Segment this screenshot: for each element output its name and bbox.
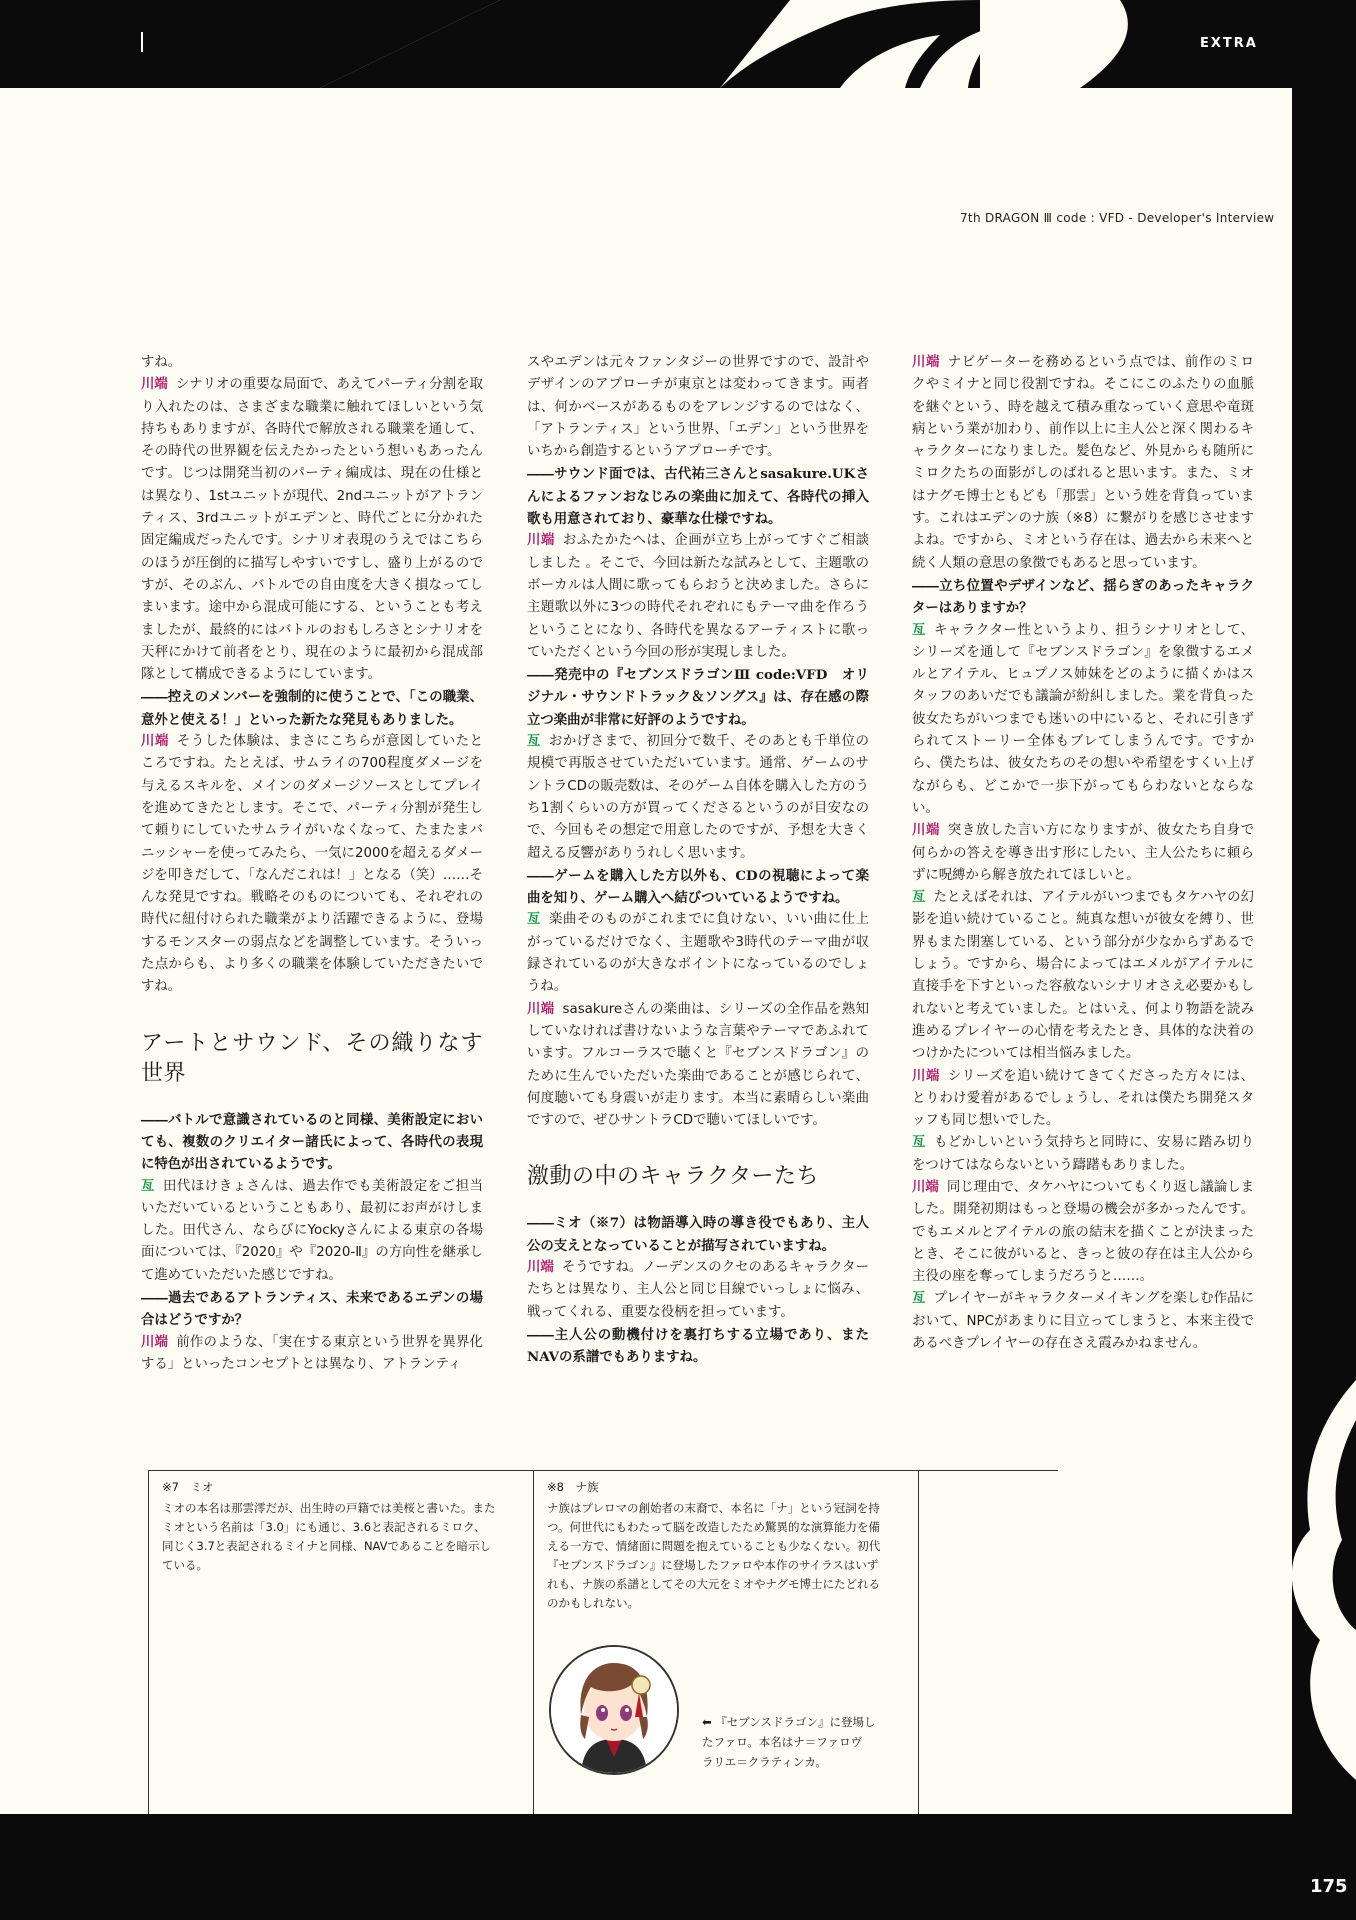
article-subtitle: 7th DRAGON Ⅲ code : VFD - Developer's Interview [960,211,1275,225]
interviewer-question: ――過去であるアトランティス、未来であるエデンの場合はどうですか？ [141,1289,483,1329]
portrait-caption [702,1712,882,1772]
speaker-answer [912,352,1254,575]
speaker-answer [141,1176,483,1287]
speaker-name: 亙 [527,734,541,750]
speaker-name: 亙 [912,1291,926,1307]
header-tick-mark [141,32,143,52]
answer-text: おかげさまで、初回分で数千、そのあとも千単位の規模で再版させていただいています。通常、ゲームのサントラCDの販売数は、そのゲーム自体を購入した方のうち1割くらいの方が買ってくださるというのが目安なので、今回もその想定で用意したのですが、予想を大きく超える反響がありうれしく思います。 [527,734,869,861]
speaker-name: 川端 [527,533,555,549]
character-portrait-faro [549,1645,679,1775]
caption-line-3: ラリエ＝クラティンカ。 [702,1755,827,1769]
footnote-body: ナ族はプレロマの創始者の末裔で、本名に「ナ」という冠詞を持つ。何世代にもわたって脳を改造したため驚異的な演算能力を備える一方で、情緒面に問題を抱えていることも少なくない。初代『セブンスドラゴン』に登場したファロや本作のサイラスはいずれも、ナ族の系譜としてその大元をミオやナグモ博士にたどれるのかもしれない。 [547,1501,881,1610]
speaker-answer [141,731,483,999]
speaker-answer [141,1332,483,1377]
answer-text: 突き放した言い方になりますが、彼女たち自身で何らかの答えを導き出す形にしたい、主人公たちに頼らずに呪縛から解き放たれてほしいと。 [912,823,1255,883]
footnote-8 [547,1478,881,1613]
arrow-left-icon: ⬅ [702,1715,712,1729]
speaker-answer [141,374,483,686]
answer-text: たとえばそれは、アイテルがいつまでもタケハヤの幻影を追い続けていること。純真な想いが彼女を縛り、世界もまた閉塞している、という部分が少なからずあるでしょう。ですから、場合によってはエメルがアイテルに直接手を下すといった容赦ないシナリオさえ必要かもしれないと考えていました。とはいえ、何より物語を読み進めるプレイヤーの心情を考えたとき、具体的な決着のつけかたについては相当悩みました。 [912,890,1255,1062]
answer-text: キャラクター性というより、担うシナリオとして、シリーズを通して『セブンスドラゴン』を象徴するエメルとアイテル、ヒュプノス姉妹をどのように描くかはスタッフのあいだでも議論が紛糾しました。業を背負った彼女たちがいつまでも迷いの中にいると、それに引きずられてストーリー全体もブレてしまうんです。ですから、僕たちは、彼女たちのその想いや希望をすくい上げながらも、どこかで一歩下がってもらわないとならない。 [912,622,1254,816]
answer-text: sasakureさんの楽曲は、シリーズの全作品を熟知していなければ書けないような言葉やテーマであふれています。フルコーラスで聴くと『セブンスドラゴン』のために生んでいただいた楽曲であることが感じられて、何度聴いても身震いが走ります。本当に素晴らしい楽曲ですので、ぜひサントラCDで聴いてほしいです。 [527,1001,870,1129]
article-column-2 [527,352,869,1368]
footnote-divider-2 [533,1470,534,1814]
caption-line-2: たファロ。本名はナ＝ファロヴ [702,1735,863,1749]
footnote-7 [162,1478,496,1575]
answer-text: シリーズを追い続けてきてくださった方々には、とりわけ愛着があるでしょうし、それは僕たち開発スタッフも同じ想いでした。 [912,1068,1254,1129]
answer-text: 楽曲そのものがこれまでに負けない、いい曲に仕上がっているだけでなく、主題歌や3時代のテーマ曲が収録されているのが大きなポイントになっているのでしょうね。 [527,912,870,995]
speaker-name: 亙 [527,912,541,928]
speaker-name: 亙 [141,1178,155,1194]
section-heading: アートとサウンド、その織りなす世界 [141,1030,483,1086]
answer-text: プレイヤーがキャラクターメイキングを楽しむ作品において、NPCがあまりに目立ってしまうと、本来主役であるべきプレイヤーの存在さえ霞みかねません。 [912,1291,1255,1352]
footnote-divider-1 [148,1470,149,1814]
speaker-name: 川端 [912,1179,939,1195]
answer-text: おふたかたへは、企画が立ち上がってすぐご相談しました 。そこで、今回は新たな試みとして、主題歌のボーカルは人間に歌ってもらおうと決めました。さらに主題歌以外に3つの時代それぞれにもテーマ曲を作ろうということになり、各時代を異なるアーティストに歌っていただくという今回の形が実現しました。 [527,533,870,660]
speaker-name: 川端 [141,1334,169,1350]
interviewer-question: ――バトルで意識されているのと同様、美術設定においても、複数のクリエイター諸氏によって、各時代の表現に特色が出されているようです。 [141,1111,483,1173]
speaker-name: 川端 [912,823,940,839]
footnote-body: ミオの本名は那雲澪だが、出生時の戸籍では美桜と書いた。またミオという名前は「3.0」にも通じ、3.6と表記されるミロク、同じく3.7と表記されるミイナと同様、NAVであることを暗示している。 [162,1501,496,1572]
speaker-name: 川端 [912,355,940,370]
answer-text: そうですね。ノーデンスのクセのあるキャラクターたちとは異なり、主人公と同じ目線でいっしょに悩み、戦ってくれる、重要な役柄を担っています。 [527,1259,869,1320]
article-column-1 [141,352,483,1376]
speaker-name: 川端 [141,377,168,393]
footnote-divider-3 [918,1470,919,1814]
answer-continuation: すね。 [141,355,182,370]
footnote-title: ※8 ナ族 [547,1480,599,1494]
speaker-answer [912,1288,1254,1355]
speaker-answer [912,620,1254,821]
top-decor-graphic [320,0,1320,88]
answer-text: シナリオの重要な局面で、あえてパーティ分割を取り入れたのは、さまざまな職業に触れてほしいという気持ちもありますが、各時代で解放される職業を通して、その時代の世界観を伝えたかったという想いもあったんです。じつは開発当初のパーティ編成は、現在の仕様とは異なり、1stユニットが現代、2ndユニットがアトランティス、3rdユニットがエデンと、時代ごとに分かれた固定編成だったんです。シナリオ表現のうえではこちらのほうが圧倒的に描写しやすいですし、盛り上がるのですが、そのぶん、バトルでの自由度を大きく損なってしまいます。途中から混成可能にする、ということも考えましたが、最終的にはバトルのおもしろさとシナリオを天秤にかけて前者をとり、現在のように最初から混成部隊として構成できるようにしています。 [141,377,483,683]
speaker-answer [912,1177,1254,1288]
page-number: 175 [1310,1876,1348,1897]
speaker-answer [527,909,869,998]
section-label: EXTRA [1200,36,1258,51]
bottom-black-band [0,1814,1356,1920]
speaker-name: 亙 [912,1135,926,1151]
answer-text: そうした体験は、まさにこちらが意図していたところですね。たとえば、サムライの700程度ダメージを与えるスキルを、メインのダメージソースとしてプレイを進めてきたとします。そこで、パーティ分割が発生して頼りにしていたサムライがいなくなって、たまたまバニッシャーを使ってみたら、一気に2000を超えるダメージを叩きだして、「なんだこれは！」となる（笑）……そんな発見ですね。戦略そのものについても、それぞれの時代に紐付けられた職業がより活躍できるように、登場するモンスターの弱点などを調整しています。そういった点からも、より多くの職業を体験していただきたいですね。 [141,734,484,995]
speaker-name: 川端 [141,734,169,750]
interviewer-question: ――主人公の動機付けを裏打ちする立場であり、またNAVの系譜でもありますね。 [527,1326,869,1366]
speaker-answer [527,1257,869,1324]
interviewer-question: ――サウンド面では、古代祐三さんとsasakure.UKさんによるファンおなじみの楽曲に加えて、各時代の挿入歌も用意されており、豪華な仕様ですね。 [527,466,869,528]
speaker-answer [527,999,869,1133]
answer-text: 田代ほけきょさんは、過去作でも美術設定をご担当いただいているということもあり、最初にお声がけしました。田代さん、ならびにYockyさんによる東京の各場面については、『2020』や『2020-Ⅱ』の方向性を継承して進めていただいた感じですね。 [141,1178,484,1283]
answer-text: もどかしいという気持ちと同時に、安易に踏み切りをつけてはならないという躊躇もありました。 [912,1135,1255,1173]
right-decor-graphic [1280,1380,1356,1820]
interviewer-question: ――ミオ（※7）は物語導入時の導き役でもあり、主人公の支えとなっていることが描写されていますね。 [527,1215,869,1254]
speaker-name: 亙 [912,622,926,638]
speaker-name: 亙 [912,890,926,906]
speaker-answer [912,1066,1254,1133]
interviewer-question: ――発売中の『セブンスドラゴンⅢ code:VFD オリジナル・サウンドトラック＆ソングス』は、存在感の際立つ楽曲が非常に好評のようですね。 [527,667,869,728]
answer-text: ナビゲーターを務めるという点では、前作のミロクやミイナと同じ役割ですね。そこにこのふたりの血脈を継ぐという、時を越えて積み重なっていく意思や竜斑病という業が加わり、前作以上に主人公と深く関わるキャラクターになりました。髪色など、外見からも随所にミロクたちの面影がしのばれると思います。また、ミオはナグモ博士ともども「那雲」という姓を背負っています。これはエデンのナ族（※8）に繋がりを感じさせますよね。ですから、ミオという存在は、過去から未来へと続く人類の意思の象徴でもあると思っています。 [912,355,1255,571]
speaker-name: 川端 [527,1001,555,1017]
footnote-top-rule [148,1470,1058,1471]
speaker-name: 川端 [527,1259,554,1275]
answer-text: 前作のような、「実在する東京という世界を異界化する」といったコンセプトとは異なり、アトランティ [141,1334,483,1372]
caption-line-1: 『セブンスドラゴン』に登場し [715,1715,876,1729]
footnote-title: ※7 ミオ [162,1480,214,1494]
answer-text: 同じ理由で、タケハヤについてもくり返し議論しました。開発初期はもっと登場の機会が多かったんです。でもエメルとアイテルの旅の結末を描くことが決まったとき、そこに彼がいると、きっと彼の存在は主人公から主役の座を奪ってしまうだろうと……。 [912,1179,1254,1285]
interviewer-question: ――控えのメンバーを強制的に使うことで、「この職業、意外と使える！」といった新たな発見もありました。 [141,689,483,728]
speaker-answer [912,1132,1254,1177]
speaker-answer [912,887,1254,1065]
speaker-answer [527,530,869,664]
interviewer-question: ――立ち位置やデザインなど、揺らぎのあったキャラクターはありますか？ [912,577,1254,617]
speaker-answer [912,820,1254,887]
article-column-3 [912,352,1254,1355]
section-heading: 激動の中のキャラクターたち [527,1164,820,1190]
speaker-answer [527,731,869,865]
interviewer-question: ――ゲームを購入した方以外も、CDの視聴によって楽曲を知り、ゲーム購入へ結びついているようですね。 [527,867,869,907]
answer-continuation: スやエデンは元々ファンタジーの世界ですので、設計やデザインのアプローチが東京とは変わってきます。両者は、何かベースがあるものをアレンジするのではなく、「アトランティス」という世界、「エデン」という世界をいちから創造するというアプローチです。 [527,355,869,460]
speaker-name: 川端 [912,1068,940,1084]
